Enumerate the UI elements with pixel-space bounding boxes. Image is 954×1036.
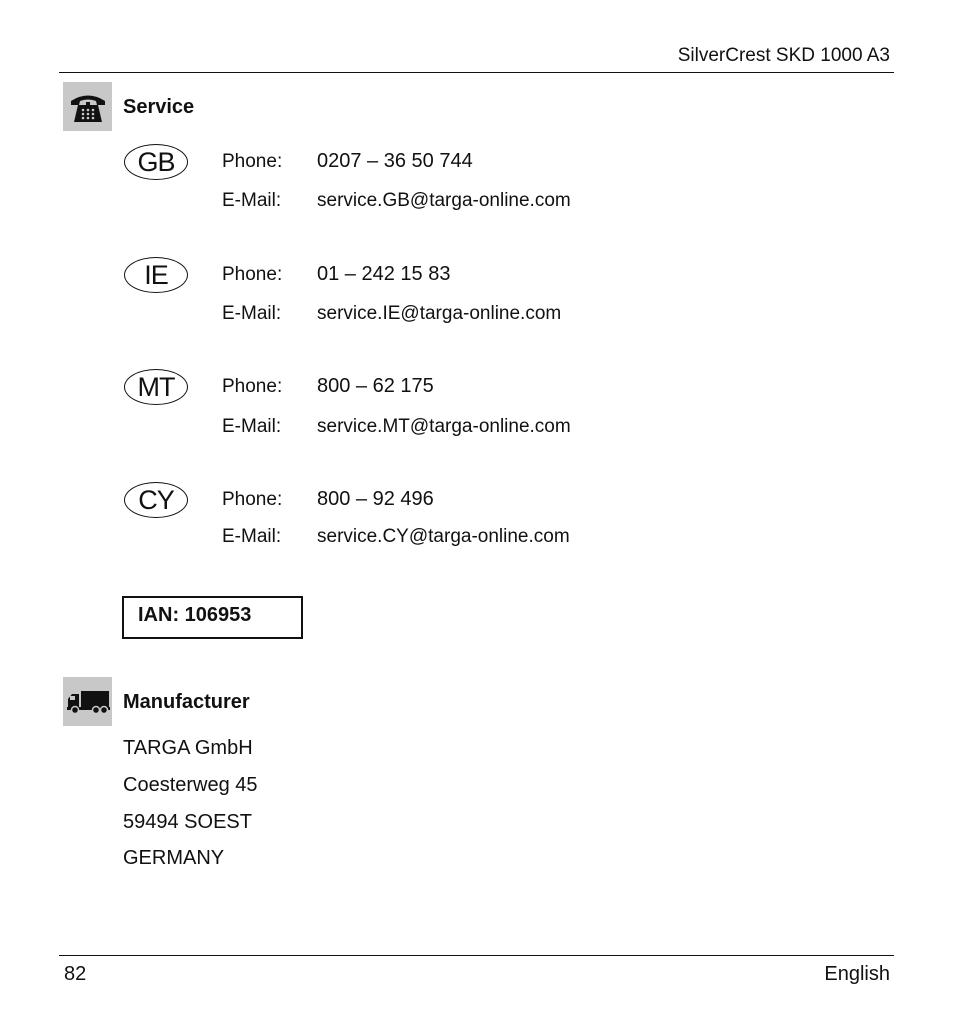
email-address-cy[interactable]: service.CY@targa-online.com	[317, 526, 570, 547]
footer-language: English	[824, 963, 890, 985]
phone-label: Phone:	[222, 151, 283, 172]
address-line-city: 59494 SOEST	[123, 811, 252, 833]
address-line-company: TARGA GmbH	[123, 737, 253, 759]
page-number: 82	[64, 963, 87, 985]
phone-number-cy: 800 – 92 496	[317, 488, 434, 510]
email-address-ie[interactable]: service.IE@targa-online.com	[317, 303, 562, 324]
header-divider	[59, 72, 894, 73]
country-badge-gb: GB	[124, 144, 188, 180]
email-label: E-Mail:	[222, 416, 282, 437]
footer-divider	[59, 955, 894, 956]
manufacturer-title: Manufacturer	[123, 691, 250, 713]
phone-label: Phone:	[222, 264, 283, 285]
document-header: SilverCrest SKD 1000 A3	[677, 45, 890, 66]
email-label: E-Mail:	[222, 190, 282, 211]
phone-label: Phone:	[222, 376, 283, 397]
email-label: E-Mail:	[222, 526, 282, 547]
country-badge-cy: CY	[124, 482, 188, 518]
email-label: E-Mail:	[222, 303, 282, 324]
telephone-icon	[63, 82, 112, 131]
phone-number-ie: 01 – 242 15 83	[317, 263, 451, 285]
phone-number-gb: 0207 – 36 50 744	[317, 150, 473, 172]
phone-label: Phone:	[222, 489, 283, 510]
email-address-mt[interactable]: service.MT@targa-online.com	[317, 416, 571, 437]
service-title: Service	[123, 96, 195, 118]
address-line-street: Coesterweg 45	[123, 774, 258, 796]
email-address-gb[interactable]: service.GB@targa-online.com	[317, 190, 571, 211]
country-badge-ie: IE	[124, 257, 188, 293]
truck-icon	[63, 677, 112, 726]
address-line-country: GERMANY	[123, 847, 225, 869]
phone-number-mt: 800 – 62 175	[317, 375, 434, 397]
ian-box: IAN: 106953	[122, 596, 303, 639]
country-badge-mt: MT	[124, 369, 188, 405]
